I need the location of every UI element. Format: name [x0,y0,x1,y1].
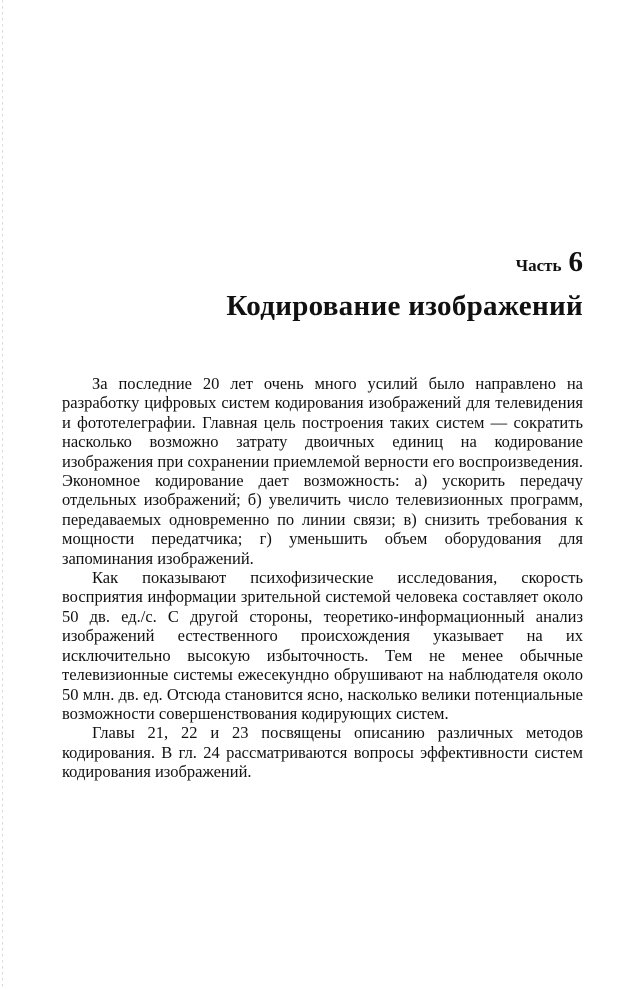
part-label: Часть [515,256,562,275]
paragraph-1: За последние 20 лет очень много усилий было направлено на разработку цифровых систем кодирования изображений для телевидения и фототелеграфии. Главная цель построения таких систем — сократить насколько возможно затрату двоичных единиц на кодирование изображения при сохранении приемлемой верности его воспроизведения. Экономное кодирование дает возможность: а) ускорить передачу отдельных изображений; б) увеличить число телевизионных программ, передаваемых одновременно по линии связи; в) снизить требования к мощности передатчика; г) уменьшить объем оборудования для запоминания изображений. [62,374,583,568]
body-text [62,374,583,782]
scan-edge-marks [2,0,3,990]
part-heading [516,246,583,279]
paragraph-2: Как показывают психофизические исследования, скорость восприятия информации зрительной системой человека составляет около 50 дв. ед./с. С другой стороны, теоретико-информационный анализ изображений естественного происхождения указывает на их исключительно высокую избыточность. Тем не менее обычные телевизионные системы ежесекундно обрушивают на наблюдателя около 50 млн. дв. ед. Отсюда становится ясно, насколько велики потенциальные возможности совершенствования кодирующих систем. [62,568,583,723]
part-title: Кодирование изображений [226,290,583,322]
paragraph-3: Главы 21, 22 и 23 посвящены описанию различных методов кодирования. В гл. 24 рассматриваются вопросы эффективности систем кодирования изображений. [62,723,583,782]
part-number: 6 [568,246,583,278]
